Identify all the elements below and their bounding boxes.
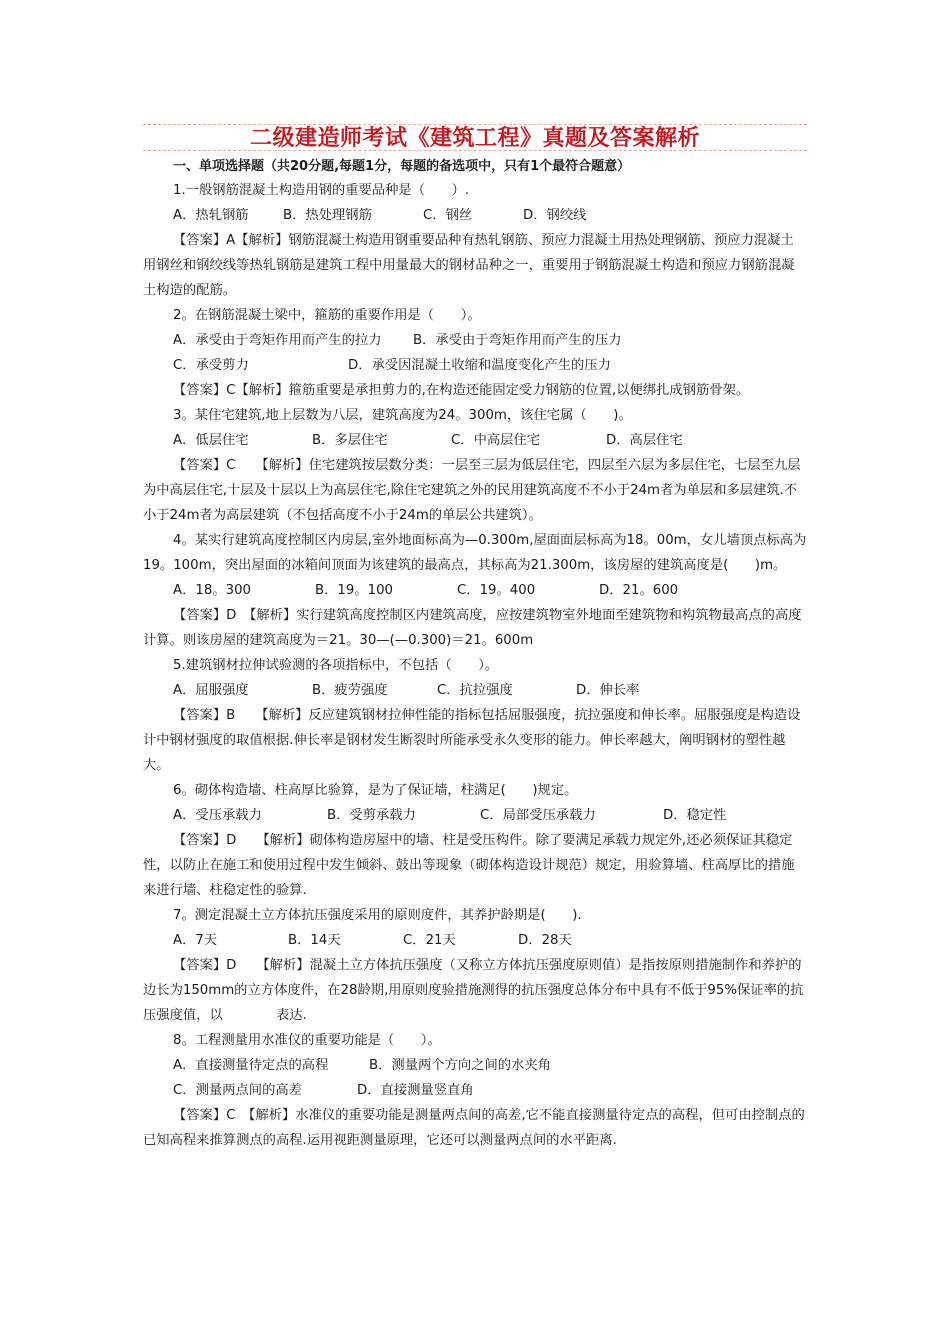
question-stem: 6。砌体构造墙、柱高厚比验算，是为了保证墙，柱满足( )规定。 [173, 783, 578, 798]
option: C．19。400 [457, 583, 536, 598]
answer-explanation: 【答案】A【解析】钢筋混凝土构造用钢重要品种有热轧钢筋、预应力混凝土用热处理钢筋、预应力混凝土用钢丝和钢绞线等热轧钢筋是建筑工程中用量最大的钢材品种之一，重要用于钢筋混凝土构造和预应力钢筋混凝土构造的配筋。 [143, 233, 795, 298]
option: A．直接测量待定点的高程 [173, 1058, 329, 1073]
options-row [143, 803, 807, 828]
question-stem: 7。测定混凝土立方体抗压强度采用的原则度件，其养护龄期是( ). [173, 908, 582, 923]
options-row [143, 1078, 807, 1103]
answer-explanation: 【答案】B 【解析】反应建筑钢材拉伸性能的指标包括屈服强度，抗拉强度和伸长率。屈服强度是构造设计中钢材强度的取值根据.伸长率是钢材发生断裂时所能承受永久变形的能力。伸长率越大，阐明钢材的塑性越大。 [143, 708, 801, 773]
option: A．受压承载力 [173, 808, 262, 823]
option: D．21。600 [599, 583, 679, 598]
option: A．承受由于弯矩作用而产生的拉力 [173, 333, 382, 348]
options-row [143, 328, 807, 353]
option: B．受剪承载力 [327, 808, 416, 823]
option: C．测量两点间的高差 [173, 1083, 302, 1098]
question-list [143, 178, 807, 1153]
page-title: 二级建造师考试《建筑工程》真题及答案解析 [249, 125, 700, 151]
question-stem: 8。工程测量用水准仪的重要功能是（ ）。 [173, 1033, 441, 1048]
answer-explanation: 【答案】C【解析】箍筋重要是承担剪力的,在构造还能固定受力钢筋的位置,以便绑扎成钢筋骨架。 [173, 383, 750, 398]
option: B．多层住宅 [312, 433, 388, 448]
option: C．承受剪力 [173, 358, 249, 373]
question-stem: 4。某实行建筑高度控制区内房层,室外地面标高为—0.300m,屋面面层标高为18。00m，女儿墙顶点标高为19。100m，突出屋面的冰箱间顶面为该建筑的最高点，其标高为21.300m，该房屋的建筑高度是( )m。 [143, 533, 807, 573]
question-stem: 3。某住宅建筑,地上层数为八层，建筑高度为24。300m，该住宅属（ )。 [173, 408, 632, 423]
option: A．屈服强度 [173, 683, 249, 698]
question-stem: 1.一般钢筋混凝土构造用钢的重要品种是（ ）. [173, 183, 470, 198]
option: C．钢丝 [423, 208, 473, 223]
options-row [143, 928, 807, 953]
options-row [143, 428, 807, 453]
option: B．19。100 [315, 583, 394, 598]
option: D．钢绞线 [523, 208, 587, 223]
answer-explanation: 【答案】D 【解析】砌体构造房屋中的墙、柱是受压构件。除了要满足承载力规定外,还必须保证其稳定性，以防止在施工和使用过程中发生倾斜、鼓出等现象（砌体构造设计规范）规定，用验算墙、柱高厚比的措施来进行墙、柱稳定性的验算. [143, 833, 795, 898]
option: A．热轧钢筋 [173, 208, 249, 223]
options-row [143, 678, 807, 703]
option: C．局部受压承载力 [480, 808, 596, 823]
question-stem: 5.建筑钢材拉伸试验测的各项指标中，不包括（ ）。 [173, 658, 499, 673]
option: D．稳定性 [663, 808, 727, 823]
option: A．7天 [173, 933, 218, 948]
options-row [143, 578, 807, 603]
option: B．14天 [288, 933, 341, 948]
option: D．承受因混凝土收缩和温度变化产生的压力 [348, 358, 611, 373]
options-row [143, 1053, 807, 1078]
answer-explanation: 【答案】D 【解析】实行建筑高度控制区内建筑高度，应按建筑物室外地面至建筑物和构筑物最高点的高度计算。则该房屋的建筑高度为＝21。30—(—0.300)＝21。600m [143, 608, 802, 648]
option: C．中高层住宅 [451, 433, 541, 448]
option: D．直接测量竖直角 [357, 1083, 474, 1098]
answer-explanation: 【答案】C 【解析】水准仪的重要功能是测量两点间的高差,它不能直接测量待定点的高程，但可由控制点的已知高程来推算测点的高程.运用视距测量原理，它还可以测量两点间的水平距离. [143, 1108, 805, 1148]
option: A．18。300 [173, 583, 251, 598]
option: D．伸长率 [576, 683, 640, 698]
option: A．低层住宅 [173, 433, 249, 448]
section-heading: 一、单项选择题（共20分题,每题1分，每题的备选项中，只有1个最符合题意） [173, 159, 631, 174]
option: B．疲劳强度 [312, 683, 388, 698]
option: B．热处理钢筋 [283, 208, 372, 223]
answer-explanation: 【答案】C 【解析】住宅建筑按层数分类：一层至三层为低层住宅，四层至六层为多层住宅，七层至九层为中高层住宅,十层及十层以上为高层住宅,除住宅建筑之外的民用建筑高度不不小于24m者为单层和多层建筑.不小于24m者为高层建筑（不包括高度不小于24m的单层公共建筑）。 [143, 458, 801, 523]
answer-explanation: 【答案】D 【解析】混凝土立方体抗压强度（又称立方体抗压强度原则值）是指按原则措施制作和养护的边长为150mm的立方体度件，在28龄期,用原则度验措施测得的抗压强度总体分布中具有不低于95%保证率的抗压强度值，以 表达. [143, 958, 804, 1023]
option: B．承受由于弯矩作用而产生的压力 [413, 333, 622, 348]
option: C．抗拉强度 [437, 683, 513, 698]
question-stem: 2。在钢筋混凝土梁中，箍筋的重要作用是（ ）。 [173, 308, 481, 323]
options-row [143, 353, 807, 378]
option: D．高层住宅 [606, 433, 683, 448]
bottom-dashed-rule [143, 150, 807, 151]
options-row [143, 203, 807, 228]
option: B．测量两个方向之间的水夹角 [369, 1058, 551, 1073]
option: C．21天 [403, 933, 456, 948]
option: D．28天 [518, 933, 572, 948]
